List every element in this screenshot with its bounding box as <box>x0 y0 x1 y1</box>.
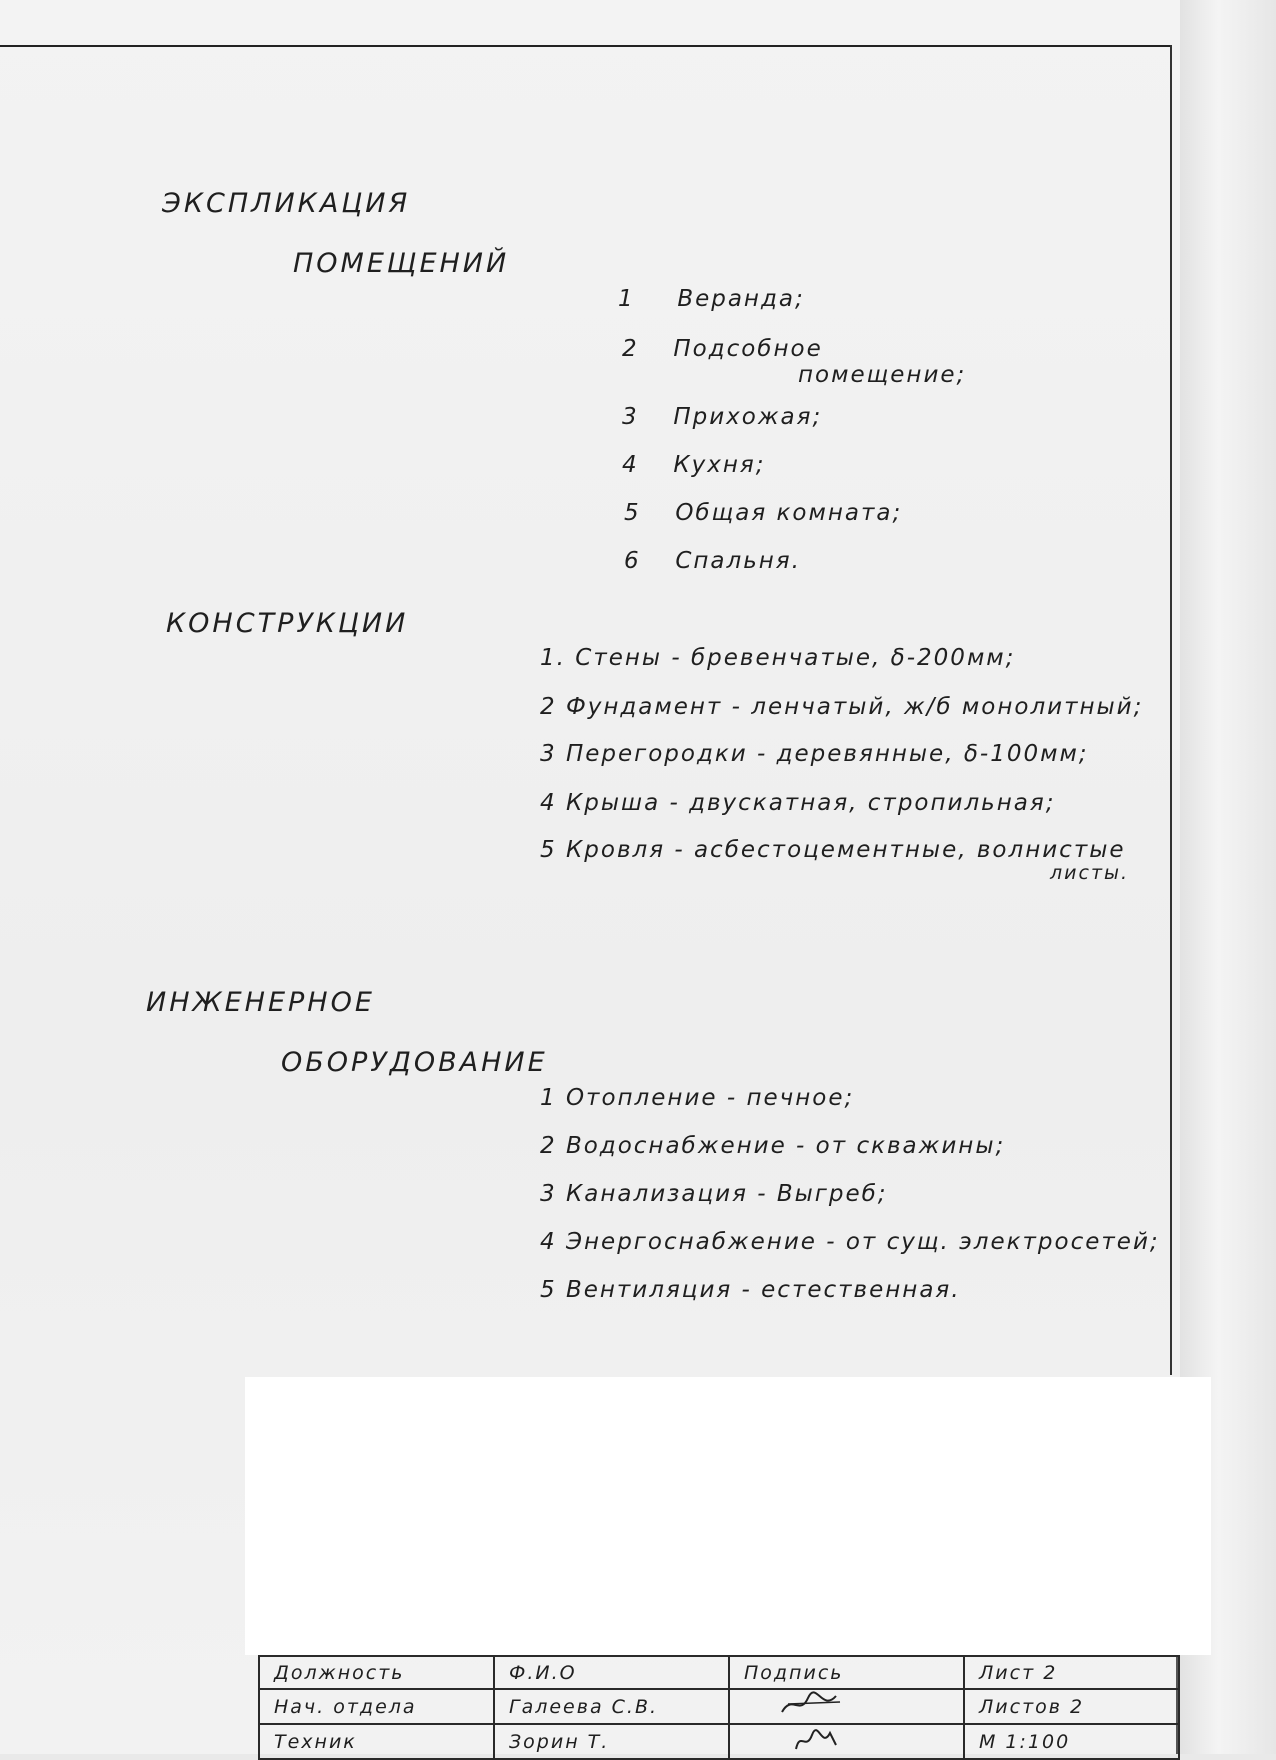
position-header: Должность <box>259 1656 494 1689</box>
room-name: Подсобное <box>673 336 823 362</box>
constructions-title: КОНСТРУКЦИИ <box>166 608 409 639</box>
sheet-number: Лист 2 <box>964 1656 1179 1689</box>
frame-top-border <box>0 45 1172 47</box>
construction-item-5: 5 Кровля - асбестоцементные, волнистые <box>540 837 1126 863</box>
redacted-area <box>245 1377 1211 1655</box>
signature-cell <box>729 1689 964 1724</box>
room-number: 2 <box>622 336 639 362</box>
room-item-4 <box>622 452 766 478</box>
rooms-title-line1: ЭКСПЛИКАЦИЯ <box>162 188 411 219</box>
handwritten-signature-icon <box>744 1725 864 1753</box>
handwritten-signature-icon <box>744 1690 864 1718</box>
room-number: 6 <box>624 548 641 574</box>
room-item-2-continuation: помещение; <box>798 362 967 388</box>
engineering-title-line2: ОБОРУДОВАНИЕ <box>281 1047 548 1078</box>
sheets-total: Листов 2 <box>964 1689 1179 1724</box>
engineering-item-3: 3 Канализация - Выгреб; <box>540 1181 888 1207</box>
frame-right-border <box>1170 45 1172 1375</box>
room-name: Прихожая; <box>673 404 823 430</box>
engineering-item-4: 4 Энергоснабжение - от сущ. электросетей; <box>540 1229 1160 1255</box>
room-number: 4 <box>622 452 639 478</box>
rooms-title-line2: ПОМЕЩЕНИЙ <box>293 248 510 279</box>
construction-item-1: 1. Стены - бревенчатые, δ-200мм; <box>540 645 1016 671</box>
room-item-5 <box>624 500 902 526</box>
room-name: Кухня; <box>673 452 766 478</box>
construction-item-3: 3 Перегородки - деревянные, δ-100мм; <box>540 741 1089 767</box>
construction-item-5-continuation: листы. <box>1050 862 1130 884</box>
engineering-item-2: 2 Водоснабжение - от скважины; <box>540 1133 1006 1159</box>
position-cell: Техник <box>259 1724 494 1759</box>
engineering-item-5: 5 Вентиляция - естественная. <box>540 1277 961 1303</box>
room-number: 1 <box>618 286 635 312</box>
name-header: Ф.И.О <box>494 1656 729 1689</box>
scale-cell: М 1:100 <box>964 1724 1179 1759</box>
construction-item-2: 2 Фундамент - ленчатый, ж/б монолитный; <box>540 694 1144 720</box>
engineering-title-line1: ИНЖЕНЕРНОЕ <box>146 987 375 1018</box>
room-number: 3 <box>622 404 639 430</box>
room-item-3 <box>622 404 822 430</box>
room-name: Общая комната; <box>675 500 903 526</box>
room-number: 5 <box>624 500 641 526</box>
engineering-item-1: 1 Отопление - печное; <box>540 1085 855 1111</box>
title-block-row <box>259 1689 1179 1724</box>
room-name: Спальня. <box>675 548 801 574</box>
room-item-2 <box>622 336 823 362</box>
title-block-table <box>258 1655 1180 1760</box>
name-cell: Галеева С.В. <box>494 1689 729 1724</box>
name-cell: Зорин Т. <box>494 1724 729 1759</box>
room-name: Веранда; <box>677 286 805 312</box>
room-item-1 <box>618 286 805 312</box>
construction-item-4: 4 Крыша - двускатная, стропильная; <box>540 790 1056 816</box>
title-block-row <box>259 1656 1179 1689</box>
room-item-6 <box>624 548 801 574</box>
signature-header: Подпись <box>729 1656 964 1689</box>
position-cell: Нач. отдела <box>259 1689 494 1724</box>
